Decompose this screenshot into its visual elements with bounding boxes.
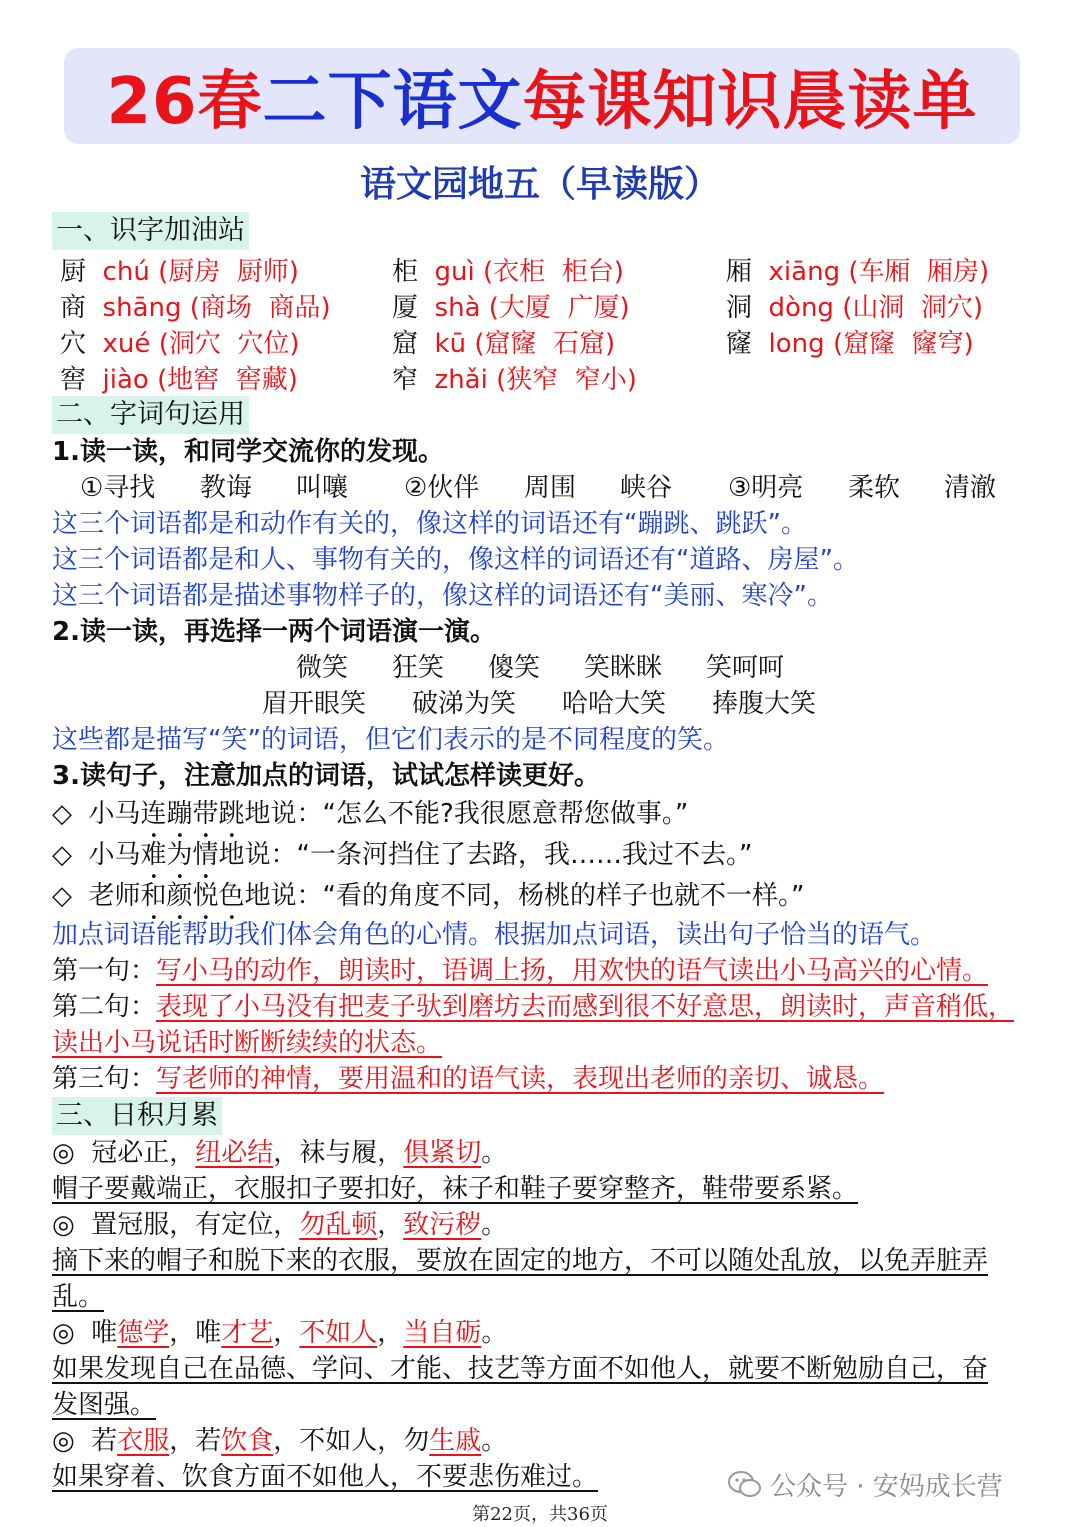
character-entry [60, 362, 298, 398]
example-words: (地窖 窖藏) [157, 365, 298, 395]
character: 窟 [392, 329, 419, 359]
pinyin: zhǎi [434, 365, 488, 395]
saying-line [52, 1135, 1042, 1171]
character: 厦 [392, 293, 419, 323]
saying-text: ◎ 唯 [52, 1318, 118, 1348]
example-words: (窟窿 石窟) [474, 329, 616, 359]
pinyin: shà [434, 293, 481, 323]
reading-note [52, 989, 1042, 1025]
saying-line [52, 1423, 1042, 1459]
word: 傻笑 [488, 653, 541, 683]
saying-fill-in: 当自砺 [403, 1318, 482, 1348]
example-words: (车厢 厢房) [848, 257, 990, 287]
note-label: 第二句： [52, 992, 157, 1022]
watermark-text: 公众号 · 安妈成长营 [770, 1472, 1003, 1502]
saying-text: 。 [481, 1426, 508, 1456]
saying-text: ， [377, 1318, 404, 1348]
sentence-text: 地说：“怎么不能?我很愿意帮您做事。” [244, 799, 689, 829]
character: 厢 [726, 257, 753, 287]
character: 窄 [392, 365, 419, 395]
word: 清澈 [944, 473, 997, 503]
saying-text: ，袜与履， [273, 1138, 404, 1168]
pinyin: kū [434, 329, 467, 359]
wechat-icon [728, 1470, 762, 1500]
word: 狂笑 [392, 653, 445, 683]
question-1-words [52, 470, 1042, 506]
word: ③明亮 [728, 473, 804, 503]
saying-text: 。 [481, 1210, 508, 1240]
answer-line: 这三个词语都是和动作有关的，像这样的词语还有“蹦跳、跳跃”。 [52, 509, 807, 539]
saying-explanation [52, 1279, 1042, 1315]
explanation-text: 如果穿着、饮食方面不如他人，不要悲伤难过。 [52, 1462, 599, 1492]
example-words: (商场 商品) [189, 293, 331, 323]
reading-note-continued [52, 1025, 1042, 1061]
character: 柜 [392, 257, 419, 287]
pinyin: dòng [768, 293, 834, 323]
pinyin: shāng [102, 293, 182, 323]
note-label: 第三句： [52, 1064, 157, 1094]
example-sentence [52, 794, 1042, 835]
character-entry [392, 326, 615, 362]
title-part-1: 26春 [106, 65, 263, 139]
saying-line [52, 1315, 1042, 1351]
word: 破涕为笑 [412, 689, 517, 719]
example-words: (洞穴 穴位) [158, 329, 300, 359]
sentence-prefix: ◇ 小马 [52, 840, 141, 870]
question-2-title: 2.读一读，再选择一两个词语演一演。 [52, 617, 496, 647]
watermark [728, 1466, 1003, 1503]
saying-explanation [52, 1387, 1042, 1423]
saying-text: ，唯 [169, 1318, 222, 1348]
dotted-word: 难为情 [140, 840, 219, 870]
question-1-answers [52, 506, 1042, 614]
page-subtitle: 语文园地五（早读版） [359, 164, 720, 205]
saying-fill-in: 生戚 [429, 1426, 482, 1456]
character-entry [392, 254, 624, 290]
example-words: (厨房 厨师) [158, 257, 299, 287]
word: 教诲 [200, 473, 253, 503]
explanation-text: 如果发现自己在品德、学问、才能、技艺等方面不如他人，就要不断勉励自己，奋 [52, 1354, 989, 1384]
pinyin: xiāng [768, 257, 841, 287]
word: ①寻找 [80, 473, 156, 503]
saying-text: ◎ 若 [52, 1426, 118, 1456]
question-3-sentences [52, 794, 1042, 917]
note-text: 表现了小马没有把麦子驮到磨坊去而感到很不好意思，朗读时，声音稍低， [156, 992, 1015, 1022]
saying-explanation [52, 1351, 1042, 1387]
word: 微笑 [296, 653, 349, 683]
note-text: 读出小马说话时断断续续的状态。 [52, 1028, 443, 1058]
saying-text: 。 [481, 1138, 508, 1168]
note-text: 写小马的动作，朗读时，语调上扬，用欢快的语气读出小马高兴的心情。 [156, 956, 989, 986]
question-2-words-line-1 [52, 650, 1042, 686]
dotted-word: 连蹦带跳 [140, 799, 245, 829]
character-entry [392, 290, 630, 326]
saying-explanation [52, 1171, 1042, 1207]
word: 哈哈大笑 [562, 689, 667, 719]
question-1-title: 1.读一读，和同学交流你的发现。 [52, 437, 444, 467]
sentence-prefix: ◇ 小马 [52, 799, 141, 829]
saying-text: ， [273, 1318, 300, 1348]
question-2-answer: 这些都是描写“笑”的词语，但它们表示的是不同程度的笑。 [52, 725, 729, 755]
worksheet-body [52, 212, 1042, 1495]
saying-text: ◎ 置冠服，有定位， [52, 1210, 300, 1240]
character: 窿 [726, 329, 753, 359]
word: 笑呵呵 [706, 653, 785, 683]
saying-explanation [52, 1243, 1042, 1279]
saying-text: 。 [481, 1318, 508, 1348]
saying-line [52, 1207, 1042, 1243]
sentence-text: 地说：“一条河挡住了去路，我……我过不去。” [218, 840, 753, 870]
character: 穴 [60, 329, 87, 359]
explanation-text: 帽子要戴端正，衣服扣子要扣好，袜子和鞋子要穿整齐，鞋带要系紧。 [52, 1174, 859, 1204]
sentence-prefix: ◇ 老师 [52, 881, 141, 911]
saying-text: ，若 [169, 1426, 222, 1456]
character-entry [60, 290, 331, 326]
pinyin: xué [102, 329, 151, 359]
explanation-text: 摘下来的帽子和脱下来的衣服，要放在固定的地方，不可以随处乱放，以免弄脏弄 [52, 1246, 989, 1276]
example-words: (大厦 广厦) [488, 293, 630, 323]
character-entry [60, 326, 300, 362]
title-banner [64, 48, 1020, 144]
question-2-words-line-2 [52, 686, 1042, 722]
saying-fill-in: 饮食 [221, 1426, 274, 1456]
explanation-text: 乱。 [52, 1282, 105, 1312]
word: 眉开眼笑 [262, 689, 367, 719]
reading-note [52, 1061, 1042, 1097]
saying-fill-in: 纽必结 [195, 1138, 274, 1168]
saying-text: ◎ 冠必正， [52, 1138, 196, 1168]
question-3-summary: 加点词语能帮助我们体会角色的心情。根据加点词语，读出句子恰当的语气。 [52, 920, 937, 950]
saying-text: ， [377, 1210, 404, 1240]
example-words: (山洞 洞穴) [842, 293, 984, 323]
word: 峡谷 [620, 473, 673, 503]
dotted-word: 和颜悦色 [140, 881, 245, 911]
example-sentence [52, 835, 1042, 876]
saying-fill-in: 德学 [117, 1318, 170, 1348]
character-entry [726, 326, 974, 362]
character: 洞 [726, 293, 753, 323]
saying-fill-in: 才艺 [221, 1318, 274, 1348]
section-heading-1: 一、识字加油站 [52, 212, 249, 250]
saying-fill-in: 俱紧切 [403, 1138, 482, 1168]
classic-sayings-list [52, 1135, 1042, 1495]
example-sentence [52, 876, 1042, 917]
pinyin: guì [434, 257, 475, 287]
word: 周围 [524, 473, 577, 503]
word: 叫嚷 [296, 473, 349, 503]
saying-text: ，不如人，勿 [273, 1426, 430, 1456]
saying-fill-in: 衣服 [117, 1426, 170, 1456]
example-words: (衣柜 柜台) [483, 257, 624, 287]
character-entry [726, 290, 983, 326]
character-entry [60, 254, 299, 290]
character-entry [726, 254, 989, 290]
saying-fill-in: 致污秽 [403, 1210, 482, 1240]
page-footer: 第22页，共36页 [472, 1504, 608, 1525]
answer-line: 这三个词语都是描述事物样子的，像这样的词语还有“美丽、寒冷”。 [52, 581, 833, 611]
word: ②伙伴 [404, 473, 480, 503]
word: 柔软 [848, 473, 901, 503]
section-heading-3: 三、日积月累 [52, 1097, 222, 1135]
question-3-notes [52, 953, 1042, 1097]
title-part-2: 二下语文 [262, 65, 523, 139]
saying-fill-in: 勿乱顿 [299, 1210, 378, 1240]
title-part-3: 每课知识晨读单 [522, 65, 978, 139]
example-words: (窟窿 窿穹) [832, 329, 974, 359]
character: 厨 [60, 257, 87, 287]
example-words: (狭窄 窄小) [496, 365, 637, 395]
question-3-title: 3.读句子，注意加点的词语，试试怎样读更好。 [52, 761, 600, 791]
pinyin: long [768, 329, 825, 359]
explanation-text: 发图强。 [52, 1390, 157, 1420]
reading-note [52, 953, 1042, 989]
character-entry [392, 362, 637, 398]
note-text: 写老师的神情，要用温和的语气读，表现出老师的亲切、诚恳。 [156, 1064, 885, 1094]
character: 商 [60, 293, 87, 323]
note-label: 第一句： [52, 956, 157, 986]
character: 窖 [60, 365, 87, 395]
saying-fill-in: 不如人 [299, 1318, 378, 1348]
word: 捧腹大笑 [712, 689, 817, 719]
answer-line: 这三个词语都是和人、事物有关的，像这样的词语还有“道路、房屋”。 [52, 545, 859, 575]
pinyin: chú [102, 257, 150, 287]
sentence-text: 地说：“看的角度不同，杨桃的样子也就不一样。” [244, 881, 805, 911]
character-grid [52, 250, 1042, 396]
pinyin: jiào [102, 365, 149, 395]
word: 笑眯眯 [584, 653, 663, 683]
section-heading-2: 二、字词句运用 [52, 396, 249, 434]
